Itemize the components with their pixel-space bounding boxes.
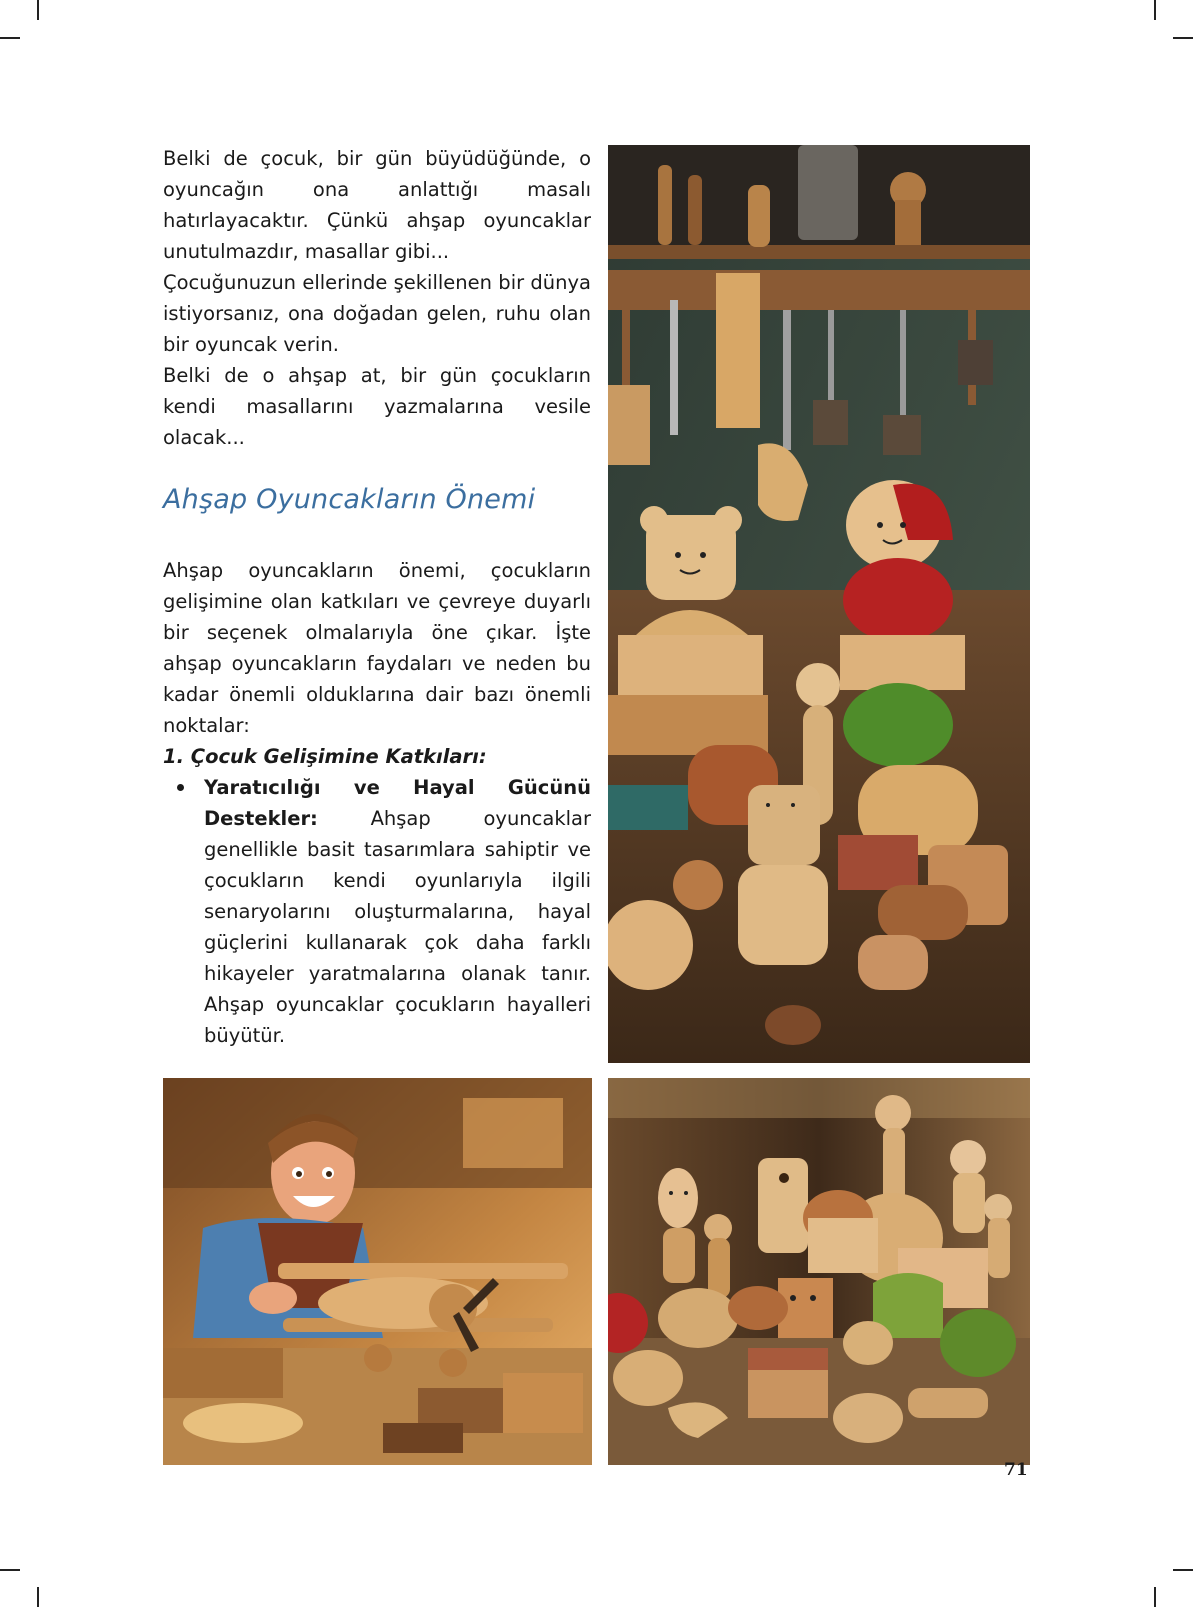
crop-mark: [1173, 1569, 1193, 1571]
crop-mark: [1154, 1587, 1156, 1607]
section-subheading: 1. Çocuk Gelişimine Katkıları:: [163, 745, 487, 768]
workshop-toys-image: [608, 145, 1030, 1063]
section-heading: Ahşap Oyuncakların Önemi: [163, 484, 536, 515]
section-paragraph: Ahşap oyuncakların önemi, çocukların gelişimine olan katkıları ve çevreye duyarlı bir seçenek olmalarıyla öne çıkar. İşte ahşap oyuncakların faydaları ve neden bu kadar önemli olduklarına dair bazı önemli noktalar:: [163, 559, 591, 737]
craftsman-airplane-image: [163, 1078, 592, 1465]
bullet-dot-icon: [177, 784, 184, 791]
crop-mark: [0, 1569, 20, 1571]
crop-mark: [37, 1587, 39, 1607]
intro-paragraph: Belki de çocuk, bir gün büyüdüğünde, o oyuncağın ona anlattığı masalı hatırlayacaktır. Çünkü ahşap oyuncaklar unutulmazdır, masallar gibi...: [163, 147, 591, 263]
wooden-toys-pile-image: [608, 1078, 1030, 1465]
bullet-item: [163, 772, 591, 1051]
intro-text: [163, 143, 591, 453]
crop-mark: [1154, 0, 1156, 20]
intro-paragraph: Belki de o ahşap at, bir gün çocukların kendi masallarını yazmalarına vesile olacak...: [163, 364, 591, 449]
crop-mark: [37, 0, 39, 20]
page-number: 71: [1004, 1460, 1028, 1480]
crop-mark: [1173, 37, 1193, 39]
crop-mark: [0, 37, 20, 39]
bullet-text: Ahşap oyuncaklar genellikle basit tasarımlara sahiptir ve çocukların kendi oyunlarıyla ilgili senaryolarını oluşturmalarına, hayal güçlerini kullanarak çok daha farklı hikayeler yaratmalarına olanak tanır. Ahşap oyuncaklar çocukların hayalleri büyütür.: [204, 807, 592, 1047]
bullet-title: Yaratıcılığı ve Hayal Gücünü Destekler:: [204, 776, 591, 830]
section-body: [163, 555, 591, 1051]
intro-paragraph: Çocuğunuzun ellerinde şekillenen bir dünya istiyorsanız, ona doğadan gelen, ruhu olan bir oyuncak verin.: [163, 271, 591, 356]
